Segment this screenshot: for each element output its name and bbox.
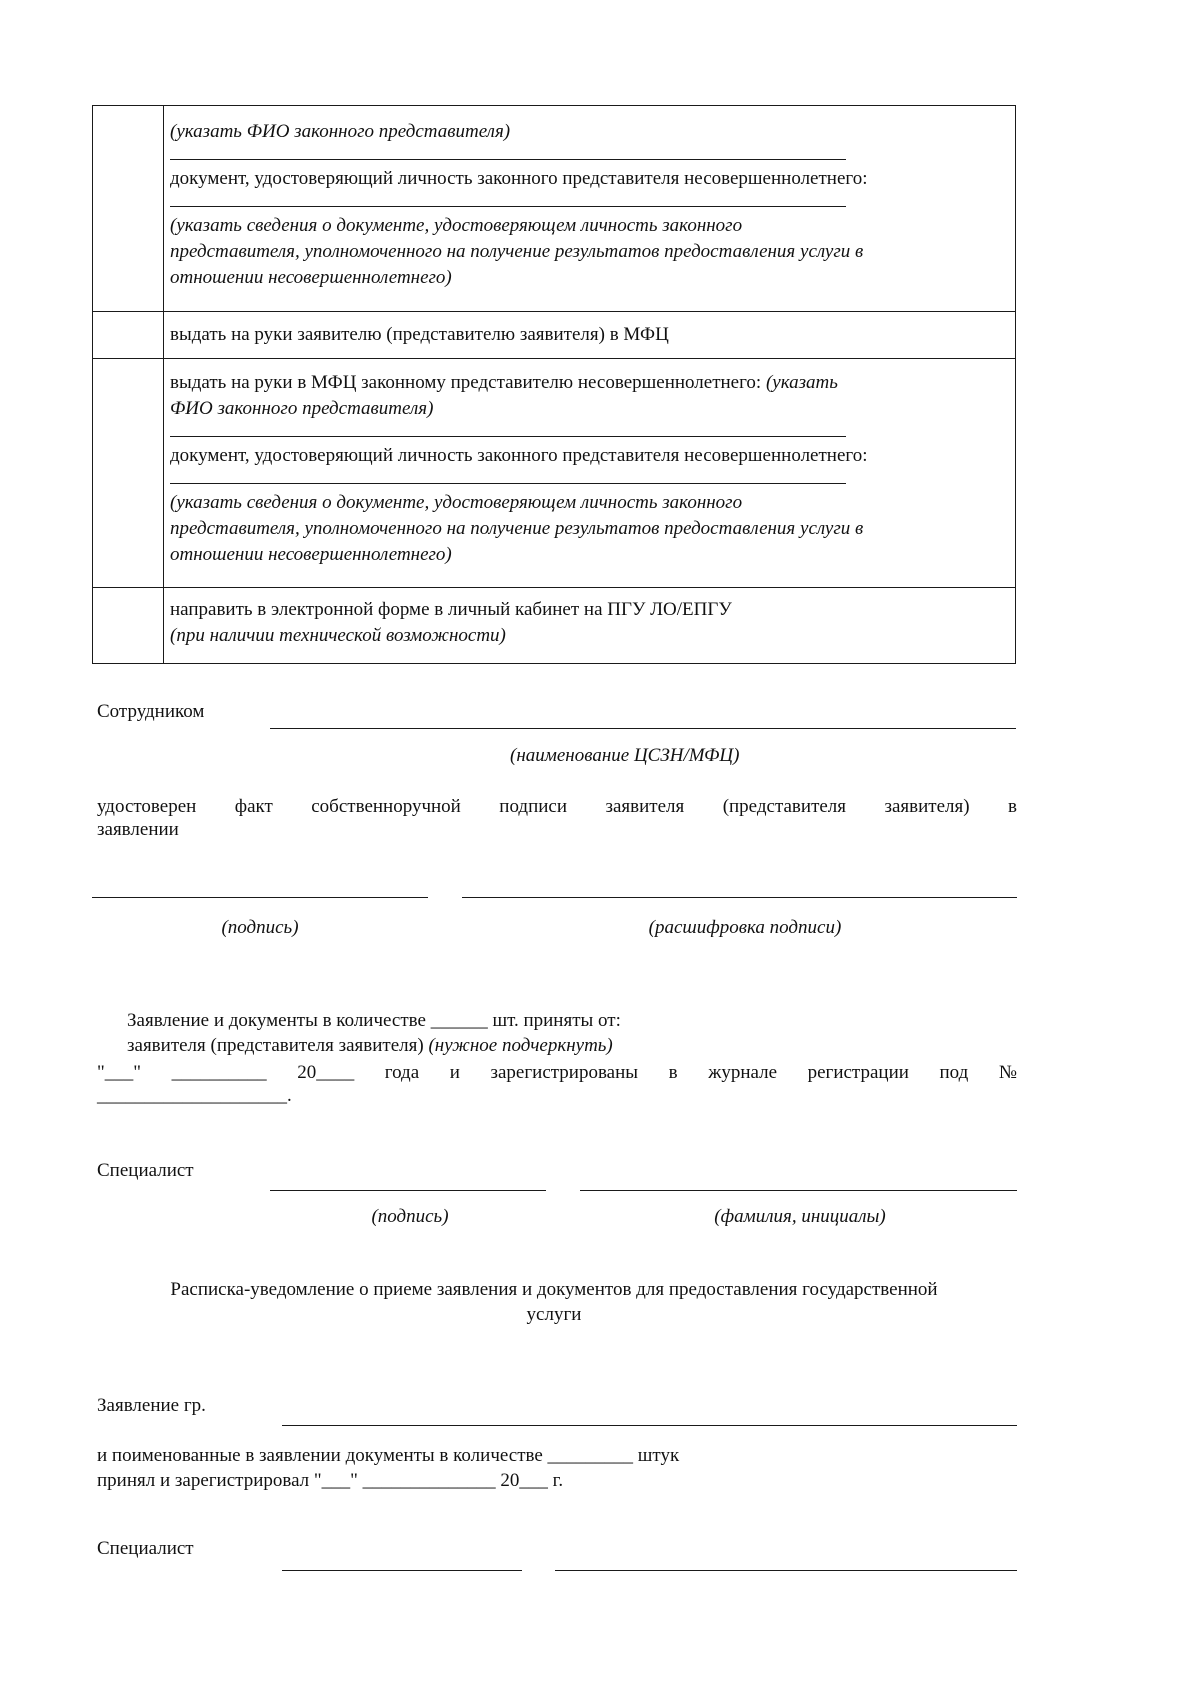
table-row-mfc-applicant <box>170 322 1003 348</box>
delivery-method-table <box>92 105 1016 664</box>
receipt-title-continued: услуги <box>526 1304 582 1325</box>
specialist-name-line <box>580 1190 1017 1191</box>
signature-decode-line <box>462 897 1017 898</box>
row-label-hint: ФИО законного представителя) <box>170 398 434 419</box>
registration-number: ____________________. <box>97 1085 292 1106</box>
row-label: выдать на руки заявителю (представителю заявителя) в МФЦ <box>170 324 669 345</box>
employee-label: Сотрудником <box>97 701 205 722</box>
acceptance-registration-line: "___" __________ 20____ года и зарегистрированы в журнале регистрации под № <box>97 1062 1017 1083</box>
doc-underline <box>170 206 846 207</box>
table-row-electronic <box>170 597 1003 649</box>
doc-hint-line: (указать сведения о документе, удостоверяющем личность законного <box>170 492 743 513</box>
specialist-label: Специалист <box>97 1538 194 1559</box>
table-row-mfc-representative <box>170 370 1003 568</box>
row-divider <box>93 311 1015 312</box>
decode-hint: (расшифровка подписи) <box>648 917 842 938</box>
name-hint: (фамилия, инициалы) <box>714 1206 886 1227</box>
doc-hint-line: отношении несовершеннолетнего) <box>170 267 452 288</box>
fio-underline <box>170 159 846 160</box>
signature-hint: (подпись) <box>371 1206 449 1227</box>
doc-label: документ, удостоверяющий личность законного представителя несовершеннолетнего: <box>170 168 868 189</box>
doc-hint-line: представителя, уполномоченного на получение результатов предоставления услуги в <box>170 241 864 262</box>
doc-hint-line: (указать сведения о документе, удостоверяющем личность законного <box>170 215 743 236</box>
signature-line <box>92 897 428 898</box>
row-divider <box>93 358 1015 359</box>
column-divider <box>163 106 164 663</box>
fio-hint: (указать ФИО законного представителя) <box>170 121 511 142</box>
signature-hint: (подпись) <box>221 917 299 938</box>
certification-statement-line: заявлении <box>97 819 179 840</box>
org-name-line <box>270 728 1016 729</box>
row-hint: (при наличии технической возможности) <box>170 625 506 646</box>
certification-statement-line: удостоверен факт собственноручной подписи заявителя (представителя заявителя) в <box>97 796 1017 817</box>
table-row-representative <box>170 119 1003 291</box>
specialist-signature-line <box>282 1570 522 1571</box>
application-label: Заявление гр. <box>97 1395 206 1416</box>
documents-count-line: и поименованные в заявлении документы в количестве _________ штук <box>97 1445 680 1466</box>
doc-hint-line: представителя, уполномоченного на получение результатов предоставления услуги в <box>170 518 864 539</box>
registered-line: принял и зарегистрировал "___" ______________ 20___ г. <box>97 1470 564 1491</box>
specialist-signature-line <box>270 1190 546 1191</box>
doc-underline <box>170 483 846 484</box>
doc-label: документ, удостоверяющий личность законного представителя несовершеннолетнего: <box>170 445 868 466</box>
acceptance-line: Заявление и документы в количестве ______ шт. приняты от: <box>127 1010 621 1031</box>
fio-underline <box>170 436 846 437</box>
row-label: направить в электронной форме в личный кабинет на ПГУ ЛО/ЕПГУ <box>170 599 732 620</box>
acceptance-line: заявителя (представителя заявителя) (нужное подчеркнуть) <box>127 1035 613 1056</box>
specialist-name-line <box>555 1570 1017 1571</box>
org-hint: (наименование ЦСЗН/МФЦ) <box>510 745 740 766</box>
specialist-label: Специалист <box>97 1160 194 1181</box>
row-label: выдать на руки в МФЦ законному представителю несовершеннолетнего: (указать <box>170 372 838 393</box>
applicant-name-line <box>282 1425 1017 1426</box>
receipt-title: Расписка-уведомление о приеме заявления и документов для предоставления государственной <box>170 1279 938 1300</box>
row-divider <box>93 587 1015 588</box>
doc-hint-line: отношении несовершеннолетнего) <box>170 544 452 565</box>
